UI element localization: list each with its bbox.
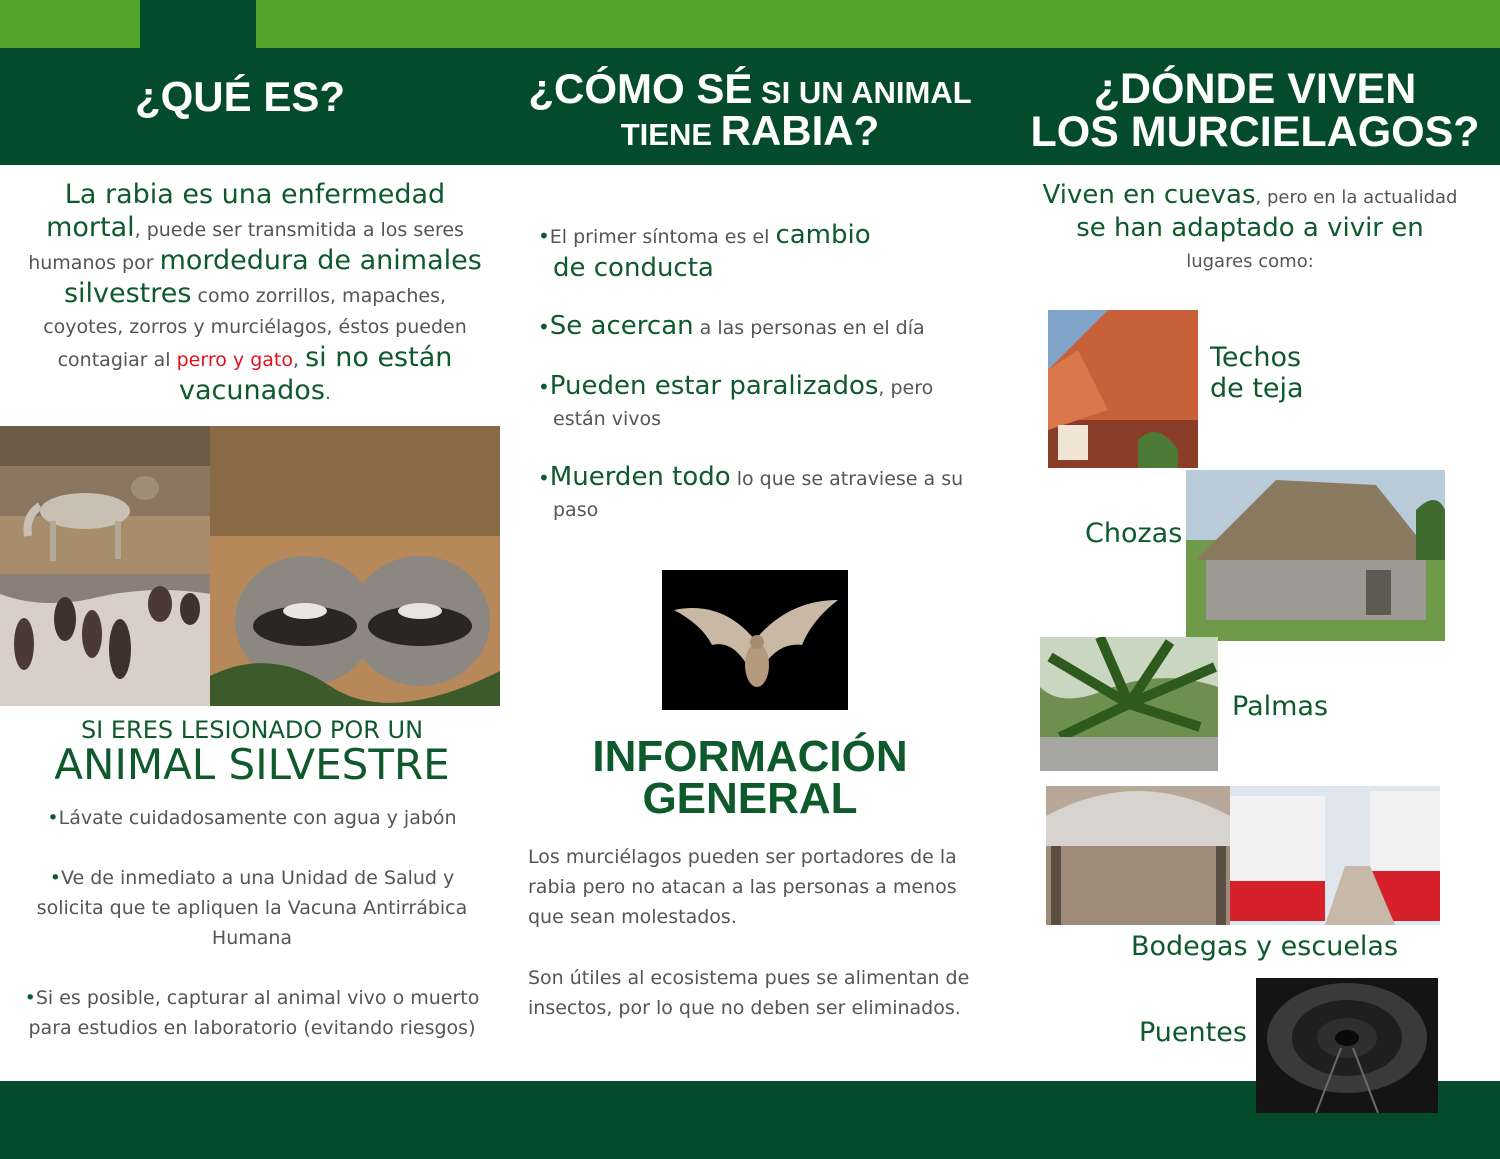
info-title-line1: INFORMACIÓN — [592, 732, 908, 781]
list-item — [0, 803, 504, 833]
info-paragraph-2 — [528, 963, 998, 1023]
symptom-highlight: Se acercan — [549, 311, 694, 341]
que-es-highlight: vacunados — [179, 375, 325, 406]
info-title — [505, 732, 995, 823]
que-es-text: contagiar al — [57, 349, 177, 371]
que-es-text: , — [292, 349, 306, 371]
bullet: • — [24, 987, 36, 1009]
info-text: Son útiles al ecosistema pues se alimentan de — [528, 967, 970, 989]
que-es-highlight: mordedura de animales — [159, 245, 482, 276]
techos-label — [1210, 342, 1304, 404]
palms-photo — [1040, 637, 1218, 771]
col3-title-line1: ¿DÓNDE VIVEN — [1093, 65, 1417, 113]
symptom-highlight: Pueden estar paralizados — [549, 371, 879, 401]
que-es-text: como zorrillos, mapaches, — [191, 285, 447, 307]
info-text: rabia pero no atacan a las personas a menos — [528, 876, 957, 898]
col3-title — [1010, 65, 1500, 156]
col3-title-line2: LOS MURCIELAGOS? — [1030, 108, 1480, 156]
roof-tiles-photo — [1048, 310, 1198, 468]
que-es-highlight: si no están — [305, 342, 453, 373]
list-item — [0, 863, 504, 893]
symptom-text: están vivos — [553, 408, 662, 430]
col2-title-big-1: ¿CÓMO SÉ — [528, 65, 753, 112]
hut-photo — [1186, 470, 1445, 641]
symptom-text: El primer síntoma es el — [549, 226, 776, 248]
lesionado-title-big: ANIMAL SILVESTRE — [54, 740, 450, 789]
symptom-highlight: cambio — [775, 220, 871, 250]
symptom-text: lo que se atraviese a su — [730, 468, 964, 490]
col2-title — [510, 65, 990, 154]
donde-highlight: Viven en cuevas — [1042, 180, 1256, 210]
donde-text: lugares como: — [1186, 251, 1314, 272]
tunnel-photo — [1256, 978, 1438, 1113]
que-es-line1: La rabia es una enfermedad — [64, 179, 446, 210]
symptom-text: , pero — [878, 377, 934, 399]
bullet: • — [49, 867, 61, 889]
bat-photo — [662, 570, 848, 710]
que-es-paragraph — [10, 180, 500, 409]
lesionado-title-small: SI ERES LESIONADO POR UN — [80, 716, 424, 744]
que-es-text: , puede ser transmitida a los seres — [134, 219, 464, 241]
bodegas-label: Bodegas y escuelas — [1131, 931, 1399, 962]
que-es-text: coyotes, zorros y murciélagos, éstos pueden — [43, 316, 467, 338]
que-es-mortal: mortal — [46, 212, 135, 243]
symptom-highlight: de conducta — [553, 253, 714, 283]
symptom-3: •Pueden estar paralizados, pero están vivos — [538, 371, 934, 430]
que-es-text: . — [324, 382, 331, 404]
symptom-text: a las personas en el día — [693, 317, 925, 339]
techos-label-line1: Techos — [1210, 342, 1302, 373]
col2-title-big-2: RABIA? — [720, 107, 880, 154]
list-item-text: solicita que te apliquen la Vacuna Antirrábica — [36, 897, 468, 919]
palmas-label: Palmas — [1232, 691, 1329, 722]
list-item-text: Ve de inmediato a una Unidad de Salud y — [60, 867, 455, 889]
top-accent-tab — [140, 0, 256, 48]
list-item — [0, 983, 504, 1013]
list-item-text: Lávate cuidadosamente con agua y jabón — [58, 807, 457, 829]
que-es-highlight: silvestres — [63, 278, 192, 309]
wolf-photo — [0, 426, 210, 574]
chozas-label: Chozas — [1085, 518, 1183, 549]
school-photo — [1230, 786, 1440, 925]
bullet: • — [47, 807, 59, 829]
raccoons-photo — [210, 426, 500, 706]
col2-title-small-2: TIENE — [620, 117, 721, 152]
info-text: insectos, por lo que no deben ser eliminados. — [528, 997, 961, 1019]
techos-label-line2: de teja — [1210, 373, 1304, 404]
info-title-line2: GENERAL — [642, 774, 858, 823]
donde-highlight: se han adaptado a vivir en — [1076, 213, 1424, 243]
list-item-text: Si es posible, capturar al animal vivo o muerto — [35, 987, 480, 1009]
lesionado-list — [0, 803, 504, 1043]
symptom-2: •Se acercan a las personas en el día — [538, 311, 925, 341]
col2-title-small-1: SI UN ANIMAL — [752, 75, 972, 110]
info-text: que sean molestados. — [528, 906, 737, 928]
warehouse-photo — [1046, 786, 1230, 925]
info-text: Los murciélagos pueden ser portadores de la — [528, 846, 957, 868]
list-item-text: Humana — [211, 927, 293, 949]
donde-text: , pero en la actualidad — [1255, 187, 1458, 208]
bats-cave-photo — [0, 574, 210, 706]
donde-intro — [1005, 180, 1495, 277]
symptom-highlight: Muerden todo — [549, 462, 731, 492]
symptom-4: •Muerden todo lo que se atraviese a su paso — [538, 462, 964, 521]
list-item-text: para estudios en laboratorio (evitando riesgos) — [28, 1017, 476, 1039]
puentes-label: Puentes — [1139, 1017, 1247, 1048]
que-es-red-text: perro y gato — [176, 349, 293, 371]
que-es-text: humanos por — [28, 252, 160, 274]
col1-title: ¿QUÉ ES? — [134, 73, 346, 120]
symptom-text: paso — [553, 499, 599, 521]
symptom-1: •El primer síntoma es el cambio de conducta — [538, 220, 871, 283]
info-paragraph-1 — [528, 842, 998, 932]
